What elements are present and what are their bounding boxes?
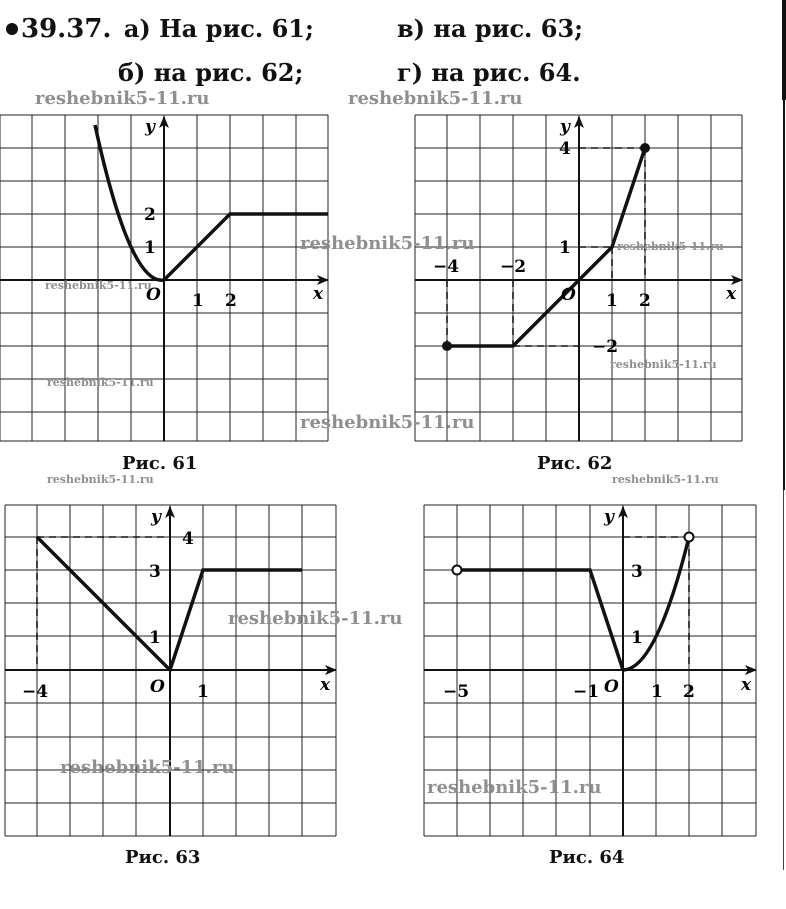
figure-63 [5,505,336,836]
tick-x-1-64: 1 [651,682,663,702]
watermark: reshebnik5-11.ru [47,473,154,486]
watermark: reshebnik5-11.ru [60,757,235,778]
tick-x-1-61: 1 [192,291,204,311]
watermark: reshebnik5-11.ru [35,88,210,109]
origin-label-63: O [150,677,165,697]
axis-x-label-61: x [313,284,324,304]
watermark: reshebnik5-11.ru [610,358,717,371]
part-a: а) На рис. 61; [123,14,314,43]
tick-y-1-63: 1 [149,628,161,648]
axis-y-label-63: y [151,507,161,527]
tick-y-4-63: 4 [182,529,194,549]
figure-61-caption: Рис. 61 [122,453,198,474]
axis-x-label-64: x [741,675,752,695]
tick-y-2-61: 2 [144,205,156,225]
axis-x-label-62: x [726,284,737,304]
figure-61 [0,115,328,441]
watermark: reshebnik5-11.ru [300,412,475,433]
tick-x-2-64: 2 [683,682,695,702]
tick-x-2-62: 2 [639,291,651,311]
figure-62 [415,115,742,441]
figure-63-caption: Рис. 63 [125,847,201,868]
part-v: в) на рис. 63; [397,14,584,43]
watermark: reshebnik5-11.ru [47,376,154,389]
tick-y-3-63: 3 [149,562,161,582]
tick-y-1-61: 1 [144,238,156,258]
axis-x-label-63: x [320,675,331,695]
problem-number: 39.37. [21,14,112,44]
figure-64-caption: Рис. 64 [549,847,625,868]
tick-x-m4-63: −4 [22,682,49,702]
tick-x-2-61: 2 [225,291,237,311]
axis-y-label-62: y [560,117,570,137]
part-g: г) на рис. 64. [397,58,581,87]
watermark: reshebnik5-11.ru [348,88,523,109]
axis-y-label-61: y [145,117,155,137]
watermark: reshebnik5-11.ru [617,240,724,253]
watermark: reshebnik5-11.ru [612,473,719,486]
tick-x-m1-64: −1 [573,682,600,702]
watermark: reshebnik5-11.ru [300,233,475,254]
tick-x-m5-64: −5 [443,682,470,702]
tick-y-1-62: 1 [559,238,571,258]
tick-y-1-64: 1 [631,628,643,648]
tick-y-3-64: 3 [631,562,643,582]
tick-x-1-62: 1 [606,291,618,311]
origin-label-61: O [146,285,161,305]
closed-point-62a [442,341,452,351]
part-b: б) на рис. 62; [118,58,304,87]
tick-y-4-62: 4 [559,139,571,159]
figure-62-caption: Рис. 62 [537,453,613,474]
watermark: reshebnik5-11.ru [427,777,602,798]
axis-y-label-64: y [604,507,614,527]
watermark: reshebnik5-11.ru [45,279,152,292]
tick-x-m4-62: −4 [433,257,460,277]
open-point-64b [685,533,694,542]
origin-label-64: O [604,677,619,697]
open-point-64a [453,566,462,575]
graph-line-64 [457,570,623,670]
watermark: reshebnik5-11.ru [228,608,403,629]
origin-label-62: O [561,285,576,305]
tick-y-m2-62: −2 [592,337,619,357]
tick-x-1-63: 1 [197,682,209,702]
tick-x-m2-62: −2 [500,257,527,277]
closed-point-62b [640,143,650,153]
